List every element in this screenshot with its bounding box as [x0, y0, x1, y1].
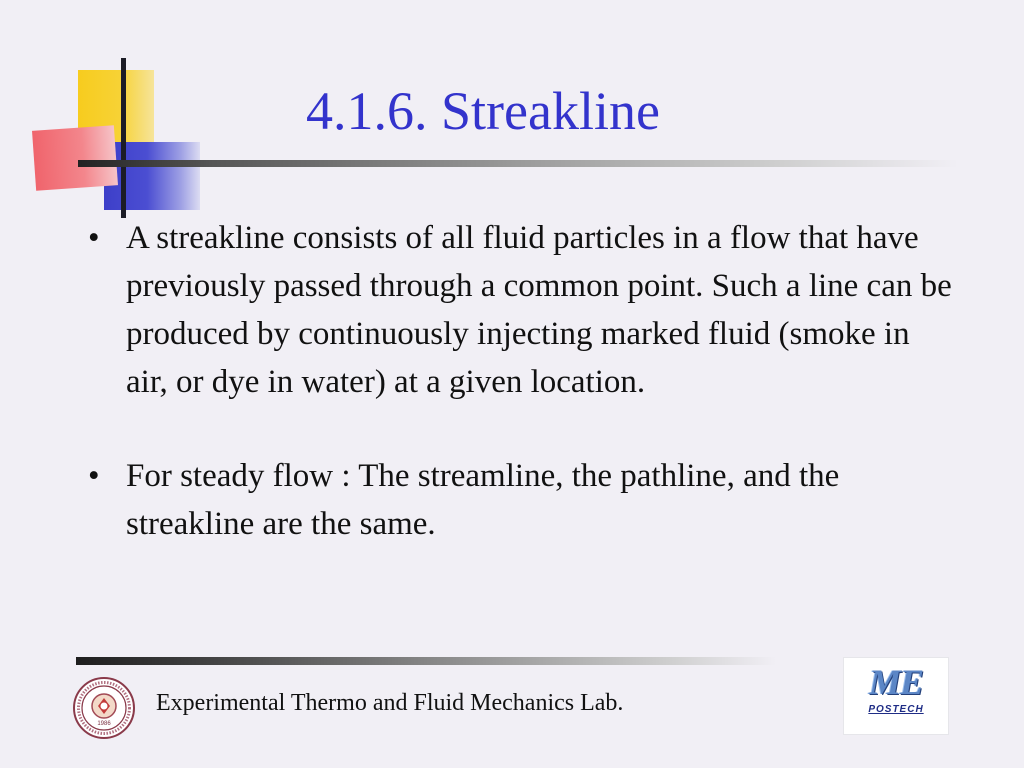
- vertical-bar: [121, 58, 126, 218]
- bullet-text: For steady flow : The streamline, the pathline, and the streakline are the same.: [126, 458, 840, 542]
- university-seal-logo: [72, 676, 136, 740]
- logo-sub-text: POSTECH: [868, 704, 924, 715]
- footer-divider: [76, 657, 776, 665]
- seal-year: 1986: [97, 721, 111, 727]
- bullet-text: A streakline consists of all fluid particles in a flow that have previously passed through a common point. Such a line can be produced by continuously injecting marked fluid (smoke in air, or dye in water) at a given location.: [126, 220, 952, 400]
- bullet-item: [84, 214, 954, 406]
- decorative-blocks-graphic: [30, 58, 210, 220]
- title-divider: [78, 160, 958, 167]
- lab-name: Experimental Thermo and Fluid Mechanics Lab.: [156, 690, 624, 716]
- me-postech-logo: [844, 658, 948, 734]
- bullet-item: [84, 452, 954, 548]
- logo-main-text: ME: [868, 662, 924, 702]
- slide-title: 4.1.6. Streakline: [306, 81, 660, 141]
- red-block: [32, 125, 118, 191]
- bullet-dot: •: [88, 458, 100, 494]
- bullet-dot: •: [88, 220, 100, 256]
- blue-block: [104, 142, 200, 210]
- bullet-list: [84, 214, 954, 594]
